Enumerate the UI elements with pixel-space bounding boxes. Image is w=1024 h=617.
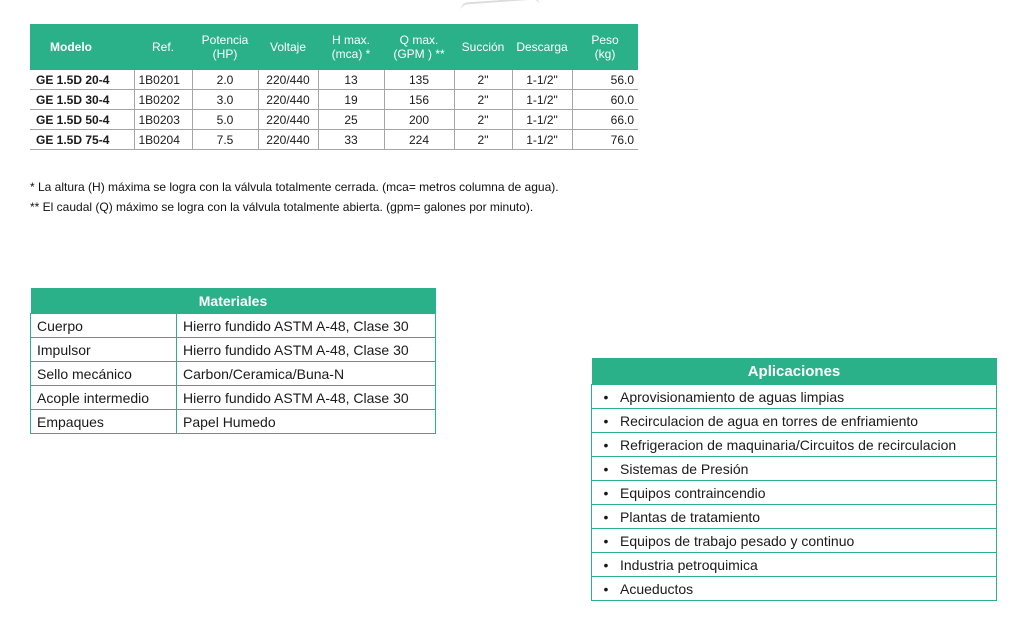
application-label: Plantas de tratamiento bbox=[620, 508, 761, 525]
material-value: Hierro fundido ASTM A-48, Clase 30 bbox=[177, 314, 436, 338]
cell-hmax: 13 bbox=[318, 70, 384, 90]
cell-modelo: GE 1.5D 75-4 bbox=[30, 130, 134, 150]
cell-ref: 1B0204 bbox=[134, 130, 192, 150]
cell-potencia: 7.5 bbox=[192, 130, 258, 150]
cell-qmax: 224 bbox=[384, 130, 454, 150]
list-item bbox=[592, 505, 997, 529]
cell-potencia: 2.0 bbox=[192, 70, 258, 90]
application-label: Recirculacion de agua en torres de enfriamiento bbox=[620, 412, 919, 429]
cell-modelo: GE 1.5D 30-4 bbox=[30, 90, 134, 110]
cell-voltaje: 220/440 bbox=[258, 70, 318, 90]
list-item bbox=[592, 385, 997, 409]
cell-modelo: GE 1.5D 50-4 bbox=[30, 110, 134, 130]
bullet-icon: • bbox=[603, 580, 609, 597]
cell-peso: 60.0 bbox=[572, 90, 638, 110]
header-descarga: Descarga bbox=[512, 24, 572, 70]
material-value: Carbon/Ceramica/Buna-N bbox=[177, 362, 436, 386]
bullet-icon: • bbox=[603, 412, 609, 429]
list-item bbox=[592, 529, 997, 553]
material-name: Sello mecánico bbox=[31, 362, 177, 386]
header-succion: Succión bbox=[454, 24, 512, 70]
list-item bbox=[592, 433, 997, 457]
application-label: Sistemas de Presión bbox=[620, 460, 749, 477]
cell-potencia: 5.0 bbox=[192, 110, 258, 130]
cell-voltaje: 220/440 bbox=[258, 90, 318, 110]
cell-descarga: 1-1/2" bbox=[512, 110, 572, 130]
header-modelo: Modelo bbox=[30, 24, 134, 70]
application-label: Refrigeracion de maquinaria/Circuitos de recirculacion bbox=[620, 436, 957, 453]
table-row bbox=[31, 362, 436, 386]
table-row bbox=[31, 314, 436, 338]
applications-title: Aplicaciones bbox=[592, 358, 997, 385]
cell-hmax: 19 bbox=[318, 90, 384, 110]
material-value: Hierro fundido ASTM A-48, Clase 30 bbox=[177, 386, 436, 410]
table-row bbox=[30, 70, 638, 90]
header-voltaje: Voltaje bbox=[258, 24, 318, 70]
list-item bbox=[592, 409, 997, 433]
cell-descarga: 1-1/2" bbox=[512, 130, 572, 150]
material-name: Impulsor bbox=[31, 338, 177, 362]
bullet-icon: • bbox=[603, 508, 609, 525]
applications-table bbox=[591, 358, 997, 601]
specs-table bbox=[30, 24, 638, 150]
header-hmax: H max. (mca) * bbox=[318, 24, 384, 70]
cell-voltaje: 220/440 bbox=[258, 110, 318, 130]
bullet-icon: • bbox=[603, 460, 609, 477]
top-decoration bbox=[460, 0, 540, 11]
table-row bbox=[31, 338, 436, 362]
list-item bbox=[592, 481, 997, 505]
table-row bbox=[31, 386, 436, 410]
cell-qmax: 135 bbox=[384, 70, 454, 90]
table-row bbox=[31, 410, 436, 434]
cell-peso: 66.0 bbox=[572, 110, 638, 130]
cell-qmax: 156 bbox=[384, 90, 454, 110]
footnote-flow: ** El caudal (Q) máximo se logra con la válvula totalmente abierta. (gpm= galones por minuto). bbox=[30, 200, 534, 214]
materials-table bbox=[30, 288, 436, 434]
cell-peso: 56.0 bbox=[572, 70, 638, 90]
list-item bbox=[592, 457, 997, 481]
bullet-icon: • bbox=[603, 556, 609, 573]
application-label: Equipos de trabajo pesado y continuo bbox=[620, 532, 855, 549]
table-row bbox=[30, 90, 638, 110]
material-name: Cuerpo bbox=[31, 314, 177, 338]
table-row bbox=[30, 130, 638, 150]
cell-succion: 2" bbox=[454, 110, 512, 130]
cell-ref: 1B0202 bbox=[134, 90, 192, 110]
material-name: Empaques bbox=[31, 410, 177, 434]
bullet-icon: • bbox=[603, 436, 609, 453]
cell-descarga: 1-1/2" bbox=[512, 90, 572, 110]
cell-succion: 2" bbox=[454, 70, 512, 90]
cell-ref: 1B0201 bbox=[134, 70, 192, 90]
cell-qmax: 200 bbox=[384, 110, 454, 130]
specs-header-row bbox=[30, 24, 638, 70]
cell-succion: 2" bbox=[454, 130, 512, 150]
application-label: Aprovisionamiento de aguas limpias bbox=[620, 388, 845, 405]
list-item bbox=[592, 553, 997, 577]
material-name: Acople intermedio bbox=[31, 386, 177, 410]
cell-descarga: 1-1/2" bbox=[512, 70, 572, 90]
footnote-height: * La altura (H) máxima se logra con la válvula totalmente cerrada. (mca= metros columna de agua). bbox=[30, 180, 559, 194]
cell-ref: 1B0203 bbox=[134, 110, 192, 130]
bullet-icon: • bbox=[603, 532, 609, 549]
header-potencia: Potencia (HP) bbox=[192, 24, 258, 70]
application-label: Equipos contraincendio bbox=[620, 484, 766, 501]
header-qmax: Q max. (GPM ) ** bbox=[384, 24, 454, 70]
list-item bbox=[592, 577, 997, 601]
material-value: Hierro fundido ASTM A-48, Clase 30 bbox=[177, 338, 436, 362]
cell-hmax: 33 bbox=[318, 130, 384, 150]
cell-modelo: GE 1.5D 20-4 bbox=[30, 70, 134, 90]
material-value: Papel Humedo bbox=[177, 410, 436, 434]
application-label: Industria petroquimica bbox=[620, 556, 758, 573]
cell-peso: 76.0 bbox=[572, 130, 638, 150]
footnotes bbox=[30, 177, 559, 217]
application-label: Acueductos bbox=[620, 580, 694, 597]
header-peso: Peso (kg) bbox=[572, 24, 638, 70]
bullet-icon: • bbox=[603, 388, 609, 405]
cell-potencia: 3.0 bbox=[192, 90, 258, 110]
header-ref: Ref. bbox=[134, 24, 192, 70]
materials-title: Materiales bbox=[31, 288, 436, 314]
cell-voltaje: 220/440 bbox=[258, 130, 318, 150]
table-row bbox=[30, 110, 638, 130]
cell-hmax: 25 bbox=[318, 110, 384, 130]
bullet-icon: • bbox=[603, 484, 609, 501]
cell-succion: 2" bbox=[454, 90, 512, 110]
